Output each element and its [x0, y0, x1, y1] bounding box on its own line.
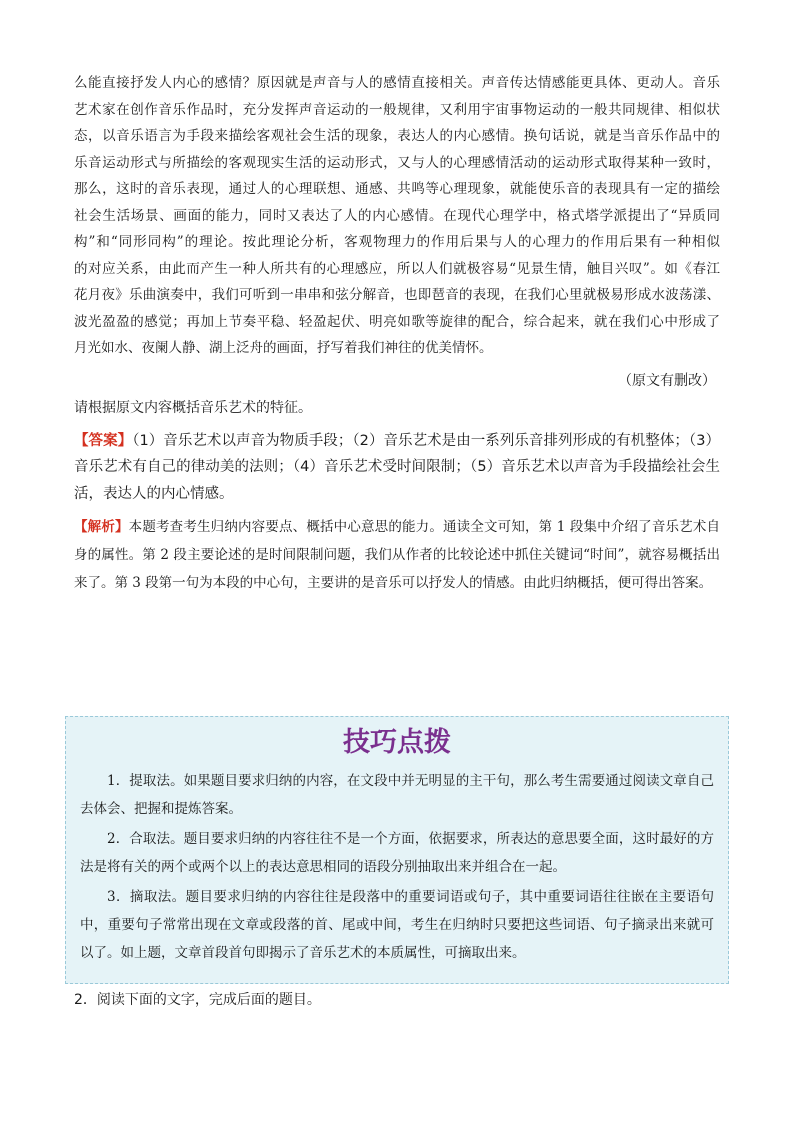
tips-box: [65, 716, 729, 984]
passage-line: 花月夜》乐曲演奏中，我们可听到一串串和弦分解音，也即琶音的表现，在我们心里就极易形成水波荡漾、: [74, 287, 720, 303]
passage-line: 乐音运动形式与所描绘的客观现实生活的运动形式，又与人的心理感情活动的运动形式取得某种一致时，: [74, 154, 720, 171]
question-text: 请根据原文内容概括音乐艺术的特征。: [74, 399, 312, 416]
tip-item: 1．提取法。如果题目要求归纳的内容，在文段中并无明显的主干句，那么考生需要通过阅读文章自己去体会、把握和提炼答案。: [80, 773, 714, 817]
analysis-block: [74, 513, 720, 597]
passage-line: 构”和“同形同构”的理论。按此理论分析，客观物理力的作用后果与人的心理力的作用后果有一种相似: [74, 234, 720, 250]
answer-block: [74, 428, 720, 508]
passage-line: 那么，这时的音乐表现，通过人的心理联想、通感、共鸣等心理现象，就能使乐音的表现具有一定的描绘: [74, 181, 720, 197]
passage-line: 波光盈盈的感觉；再加上节奏平稳、轻盈起伏、明亮如歌等旋律的配合，综合起来，就在我们心中形成了: [74, 313, 720, 330]
analysis-text: 本题考查考生归纳内容要点、概括中心意思的能力。通读全文可知，第 1 段集中介绍了音乐艺术自身的属性。第 2 段主要论述的是时间限制问题，我们从作者的比较论述中抓住关键词“时间”，就容易概括出来了。第 3 段第一句为本段的中心句，主要讲的是音乐可以抒发人的情感。由此归纳概括，便可得出答案。: [74, 519, 721, 591]
passage-line: 社会生活场景、画面的能力，同时又表达了人的内心感情。在现代心理学中，格式塔学派提出了“异质同: [74, 207, 720, 224]
reading-passage: [74, 70, 720, 362]
analysis-tag: 【解析】: [74, 519, 129, 535]
next-question-prompt: 2．阅读下面的文字，完成后面的题目。: [74, 992, 321, 1008]
passage-line: 态，以音乐语言为手段来描绘客观社会生活的现象，表达人的内心感情。换句话说，就是当音乐作品中的: [74, 128, 720, 144]
answer-tag: 【答案】: [74, 432, 133, 449]
tip-item: 2．合取法。题目要求归纳的内容往往不是一个方面，依据要求，所表达的意思要全面，这时最好的方法是将有关的两个或两个以上的表达意思相同的语段分别抽取出来并组合在一起。: [80, 831, 714, 875]
document-page: [74, 70, 720, 597]
tips-title: 技巧点拨: [343, 727, 451, 758]
passage-line: 么能直接抒发人内心的感情？原因就是声音与人的感情直接相关。声音传达情感能更具体、更动人。音乐: [74, 75, 720, 91]
source-note: （原文有删改）: [618, 372, 716, 389]
passage-line: 的对应关系，由此而产生一种人所共有的心理感应，所以人们就极容易“见景生情，触目兴叹”。如《春江: [74, 260, 720, 277]
passage-line: 月光如水、夜阑人静、湖上泛舟的画面，抒写着我们神往的优美情怀。: [74, 340, 493, 356]
passage-line: 艺术家在创作音乐作品时，充分发挥声音运动的一般规律，又利用宇宙事物运动的一般共同规律、相似状: [74, 101, 720, 118]
answer-text: （1）音乐艺术以声音为物质手段；（2）音乐艺术是由一系列乐音排列形成的有机整体；（3）音乐艺术有自己的律动美的法则；（4）音乐艺术受时间限制；（5）音乐艺术以声音为手段描绘社会生活，表达人的内心情感。: [74, 432, 720, 502]
tip-item: 3．摘取法。题目要求归纳的内容往往是段落中的重要词语或句子，其中重要词语往往嵌在主要语句中，重要句子常常出现在文章或段落的首、尾或中间，考生在归纳时只要把这些词语、句子摘录出来就可以了。如上题，文章首段首句即揭示了音乐艺术的本质属性，可摘取出来。: [80, 889, 714, 961]
